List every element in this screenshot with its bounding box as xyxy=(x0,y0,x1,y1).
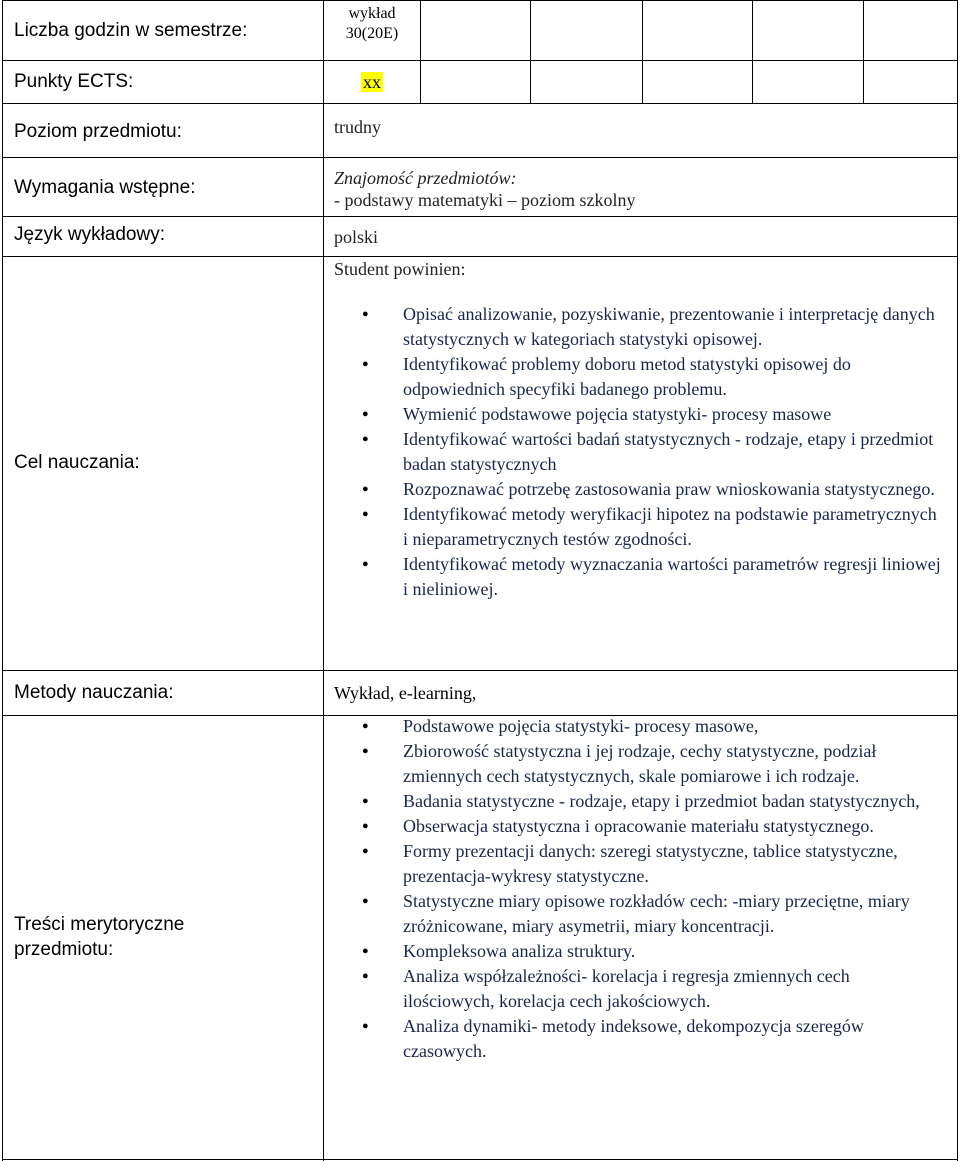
table-border xyxy=(2,216,958,217)
prereq-value-line2: - podstawy matematyki – poziom szkolny xyxy=(334,190,636,210)
table-border xyxy=(2,256,958,257)
language-value: polski xyxy=(334,227,379,247)
list-item: ● Obserwacja statystyczna i opracowanie materiału statystycznego. xyxy=(360,814,945,839)
list-item: ● Wymienić podstawowe pojęcia statystyki- procesy masowe xyxy=(360,402,945,427)
list-item: ● Analiza współzależności- korelacja i regresja zmiennych cech ilościowych, korelacja cech jakościowych. xyxy=(360,964,945,1014)
ects-label: Punkty ECTS: xyxy=(14,71,134,92)
level-value: trudny xyxy=(334,117,381,137)
table-border xyxy=(2,0,958,1)
table-border xyxy=(323,0,324,1161)
list-item: ● Opisać analizowanie, pozyskiwanie, prezentowanie i interpretację danych statystycznych w kategoriach statystyki opisowej. xyxy=(360,302,945,352)
list-item: ● Identyfikować metody weryfikacji hipotez na podstawie parametrycznych i nieparametrycznych testów zgodności. xyxy=(360,502,945,552)
list-item: ● Statystyczne miary opisowe rozkładów cech: -miary przeciętne, miary zróżnicowane, miary asymetrii, miary koncentracji. xyxy=(360,889,945,939)
list-item: ● Podstawowe pojęcia statystyki- procesy masowe, xyxy=(360,714,945,739)
table-border xyxy=(957,0,958,1161)
prereq-value xyxy=(334,167,635,211)
table-border xyxy=(2,1159,958,1160)
prereq-value-line1: Znajomość przedmiotów: xyxy=(334,168,517,188)
table-border xyxy=(642,0,643,103)
list-item: ● Zbiorowość statystyczna i jej rodzaje, cechy statystyczne, podział zmiennych cech statystycznych, skale pomiarowe i ich rodzaje. xyxy=(360,739,945,789)
list-item: ● Rozpoznawać potrzebę zastosowania praw wnioskowania statystycznego. xyxy=(360,477,945,502)
hours-label: Liczba godzin w semestrze: xyxy=(14,20,248,41)
table-border xyxy=(863,0,864,103)
content-list xyxy=(360,714,945,1064)
goal-list xyxy=(360,302,945,602)
goal-intro: Student powinien: xyxy=(334,259,466,279)
level-label: Poziom przedmiotu: xyxy=(14,121,182,142)
list-item: ● Identyfikować problemy doboru metod statystyki opisowej do odpowiednich specyfiki badanego problemu. xyxy=(360,352,945,402)
table-border xyxy=(2,0,3,1161)
table-border xyxy=(2,670,958,671)
table-border xyxy=(530,0,531,103)
table-border xyxy=(2,157,958,158)
language-label: Język wykładowy: xyxy=(14,224,165,245)
list-item: ● Formy prezentacji danych: szeregi statystyczne, tablice statystyczne, prezentacja-wykresy statystyczne. xyxy=(360,839,945,889)
hours-value xyxy=(324,4,420,44)
table-border xyxy=(2,103,958,104)
table-border xyxy=(2,60,958,61)
ects-value-highlight: xx xyxy=(363,72,381,92)
list-item: ● Kompleksowa analiza struktury. xyxy=(360,939,945,964)
prereq-label: Wymagania wstępne: xyxy=(14,177,196,198)
list-item: ● Identyfikować wartości badań statystycznych - rodzaje, etapy i przedmiot badan statystycznych xyxy=(360,427,945,477)
goal-label: Cel nauczania: xyxy=(14,452,140,473)
table-border xyxy=(752,0,753,103)
list-item: ● Badania statystyczne - rodzaje, etapy i przedmiot badan statystycznych, xyxy=(360,789,945,814)
hours-value-line2: 30(20E) xyxy=(345,25,399,42)
list-item: ● Analiza dynamiki- metody indeksowe, dekompozycja szeregów czasowych. xyxy=(360,1014,945,1064)
ects-value xyxy=(324,72,420,92)
methods-value: Wykład, e-learning, xyxy=(334,683,477,703)
list-item: ● Identyfikować metody wyznaczania wartości parametrów regresji liniowej i nieliniowej. xyxy=(360,552,945,602)
hours-value-line1: wykład xyxy=(348,5,396,22)
table-border xyxy=(420,0,421,103)
content-label xyxy=(14,912,184,962)
methods-label: Metody nauczania: xyxy=(14,682,174,703)
content-label-line2: przedmiotu: xyxy=(14,939,114,960)
content-label-line1: Treści merytoryczne xyxy=(14,914,185,935)
